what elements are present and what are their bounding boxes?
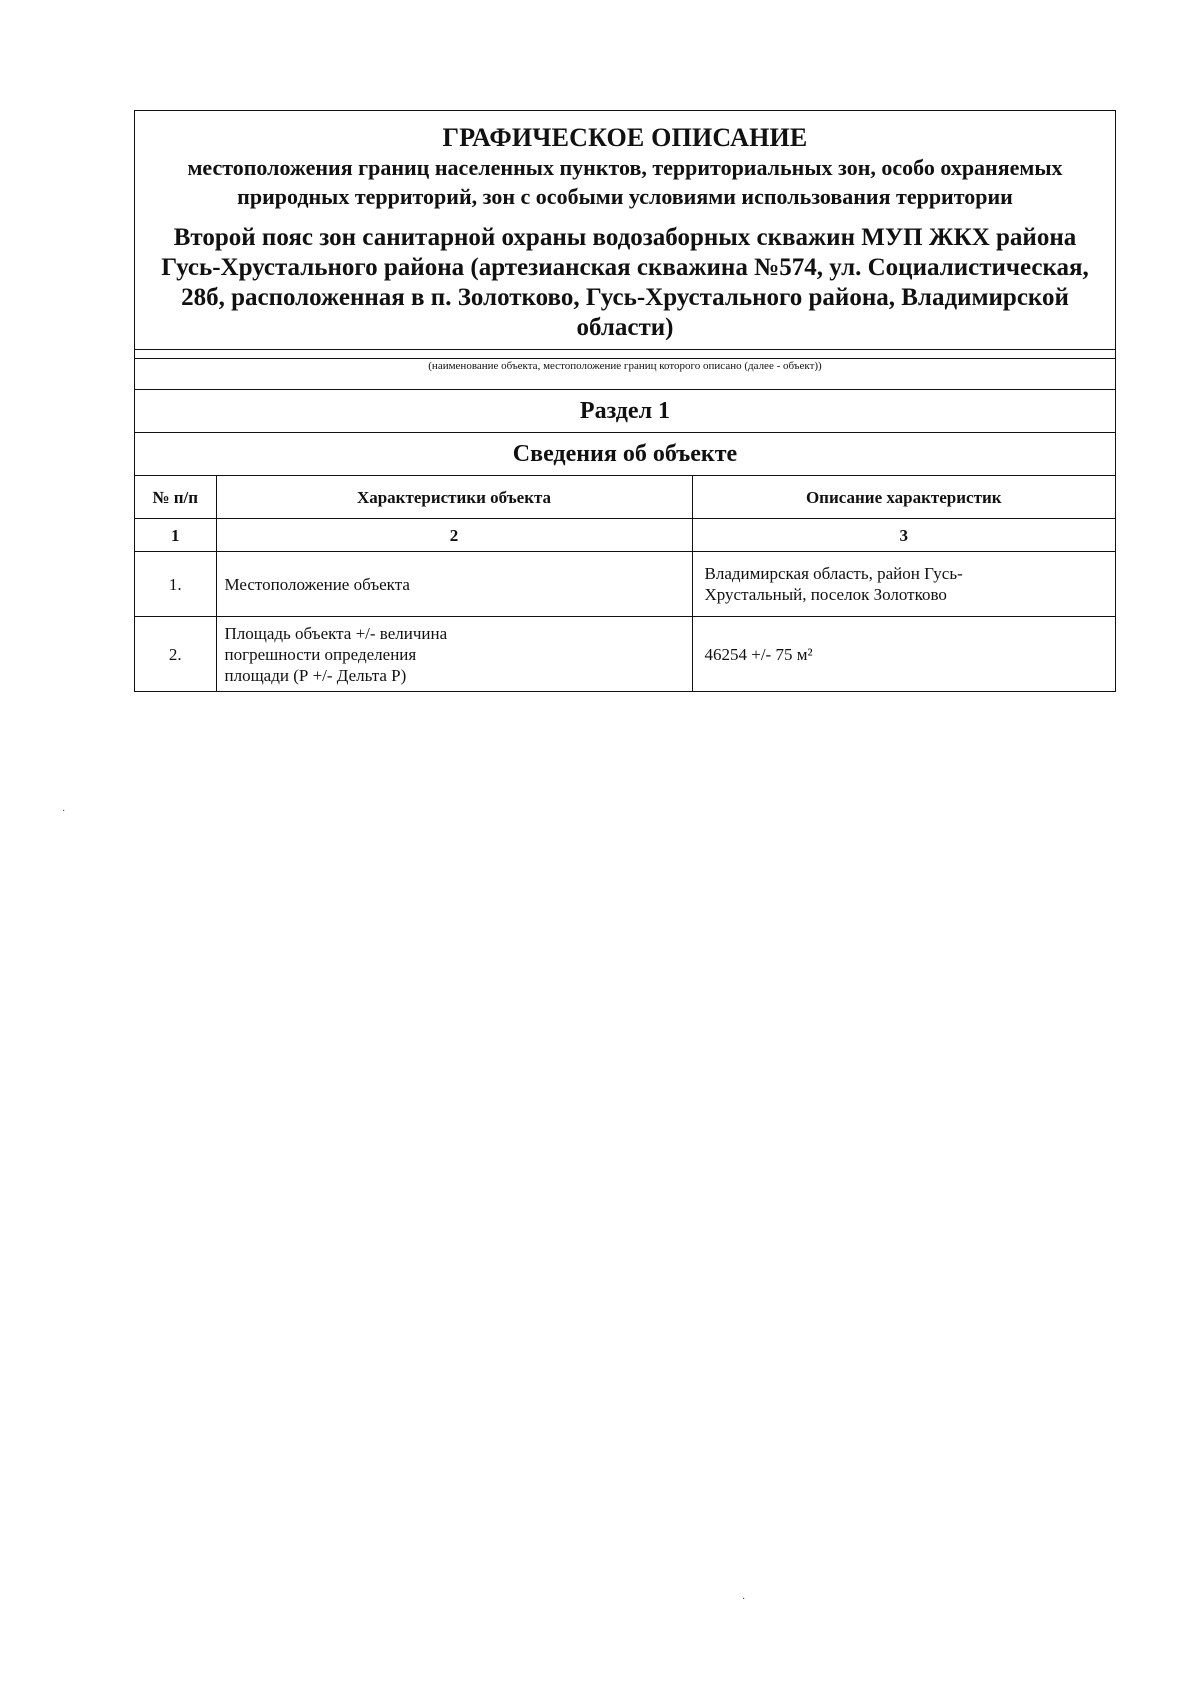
object-info-table xyxy=(135,475,1115,691)
section-label: Раздел 1 xyxy=(135,389,1115,432)
document-title: ГРАФИЧЕСКОЕ ОПИСАНИЕ xyxy=(442,123,808,152)
section-title: Сведения об объекте xyxy=(135,432,1115,475)
header-number: № п/п xyxy=(135,476,216,519)
row-description: 46254 +/- 75 м² xyxy=(692,617,1115,692)
row-number: 1. xyxy=(135,552,216,617)
row-description xyxy=(692,552,1115,617)
document-header xyxy=(135,111,1115,347)
row-characteristic: Местоположение объекта xyxy=(216,552,692,617)
column-number: 1 xyxy=(135,519,216,552)
divider xyxy=(135,349,1115,358)
row-characteristic xyxy=(216,617,692,692)
header-characteristic: Характеристики объекта xyxy=(216,476,692,519)
description-line: Хрустальный, поселок Золотково xyxy=(704,585,947,604)
object-caption: (наименование объекта, местоположение границ которого описано (далее - объект)) xyxy=(135,358,1115,389)
characteristic-line: площади (Р +/- Дельта Р) xyxy=(224,665,407,685)
column-number-row xyxy=(135,519,1115,552)
table-row xyxy=(135,552,1115,617)
column-number: 2 xyxy=(216,519,692,552)
header-description: Описание характеристик xyxy=(692,476,1115,519)
description-line: Владимирская область, район Гусь- xyxy=(704,564,963,583)
table-row xyxy=(135,617,1115,692)
table-header-row xyxy=(135,476,1115,519)
object-name: Второй пояс зон санитарной охраны водозаборных скважин МУП ЖКХ района Гусь-Хрустального района (артезианская скважина №574, ул. Социалистическая, 28б, расположенная в п. Золотково, Гусь-Хрустального района, Владимирской области) xyxy=(161,224,1089,341)
document-subtitle: местоположения границ населенных пунктов, территориальных зон, особо охраняемых природных территорий, зон с особыми условиями использования территории xyxy=(187,155,1063,209)
document-frame xyxy=(134,110,1116,692)
characteristic-line: погрешности определения xyxy=(224,644,417,664)
scan-speck: · xyxy=(742,1594,746,1605)
scan-speck: · xyxy=(62,806,66,817)
characteristic-line: Площадь объекта +/- величина xyxy=(224,623,448,643)
row-number: 2. xyxy=(135,617,216,692)
column-number: 3 xyxy=(692,519,1115,552)
